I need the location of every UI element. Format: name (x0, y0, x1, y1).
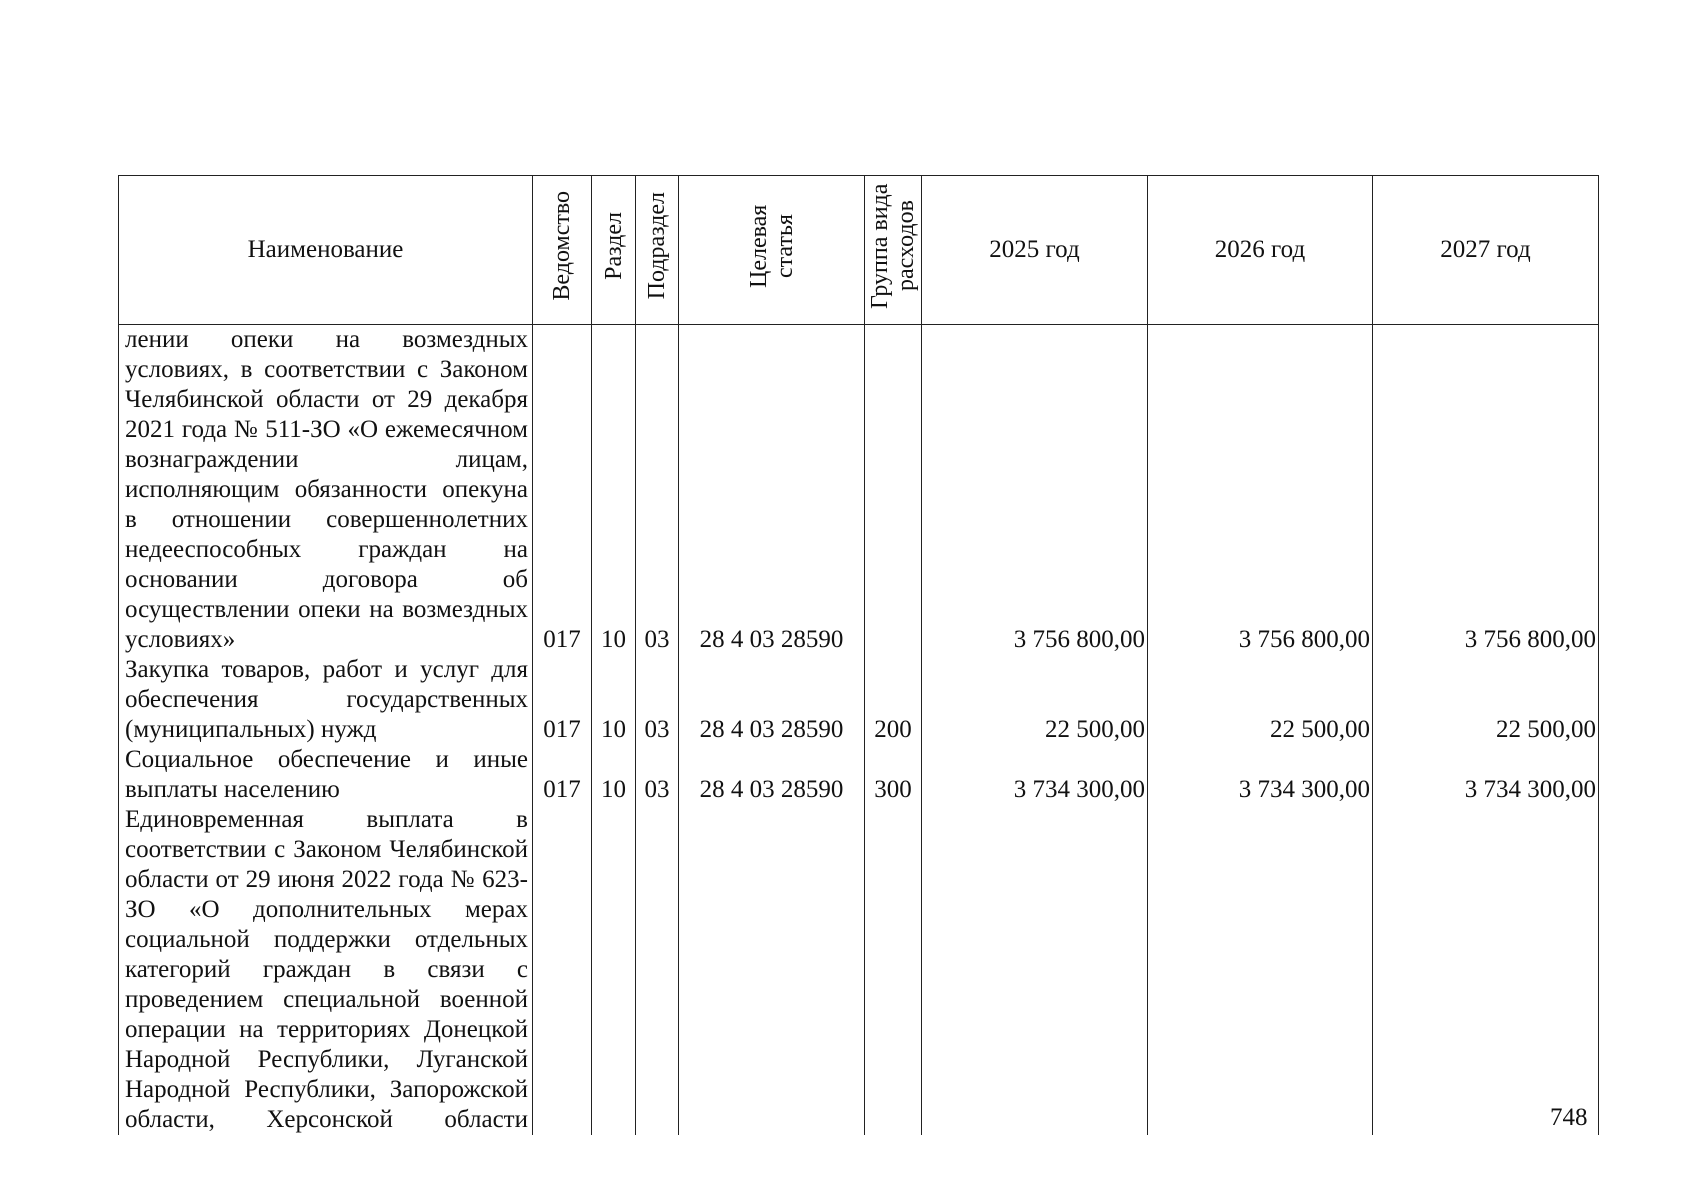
row-podrazdel: 03 (636, 655, 679, 745)
row-vedomstvo: 017 (533, 325, 592, 656)
row-name: Единовременная выплата в соответствии с Законом Челябинской области от 29 июня 2022 года № 623-ЗО «О дополнительных мерах социальной поддержки отдельных категорий граждан в связи с проведением специальной военной операции на территориях Донецкой Народной Республики, Луганской Народной Республики, Запорожской области, Херсонской области (119, 805, 533, 1135)
page-number: 748 (1550, 1104, 1588, 1131)
row-razdel: 10 (592, 745, 636, 805)
header-gruppa-vida-raskhodov: Группа вида расходов (865, 176, 922, 325)
header-podrazdel: Подраздел (636, 176, 679, 325)
row-podrazdel: 03 (636, 325, 679, 656)
row-2025: 22 500,00 (922, 655, 1148, 745)
row-celevaya-statya (679, 805, 865, 1135)
table-row (119, 745, 1599, 805)
header-vedomstvo: Ведомство (533, 176, 592, 325)
budget-table (118, 175, 1599, 1135)
row-gruppa (865, 325, 922, 656)
row-2027: 3 734 300,00 (1373, 745, 1599, 805)
row-vedomstvo: 017 (533, 745, 592, 805)
row-name: Социальное обеспечение и иные выплаты населению (119, 745, 533, 805)
row-2027: 22 500,00 (1373, 655, 1599, 745)
row-celevaya-statya: 28 4 03 28590 (679, 325, 865, 656)
row-razdel: 10 (592, 325, 636, 656)
header-2025: 2025 год (922, 176, 1148, 325)
row-podrazdel (636, 805, 679, 1135)
row-celevaya-statya: 28 4 03 28590 (679, 655, 865, 745)
row-gruppa (865, 805, 922, 1135)
row-gruppa: 200 (865, 655, 922, 745)
header-2027: 2027 год (1373, 176, 1599, 325)
row-2025: 3 734 300,00 (922, 745, 1148, 805)
table-row (119, 805, 1599, 1135)
row-vedomstvo: 017 (533, 655, 592, 745)
row-2025 (922, 805, 1148, 1135)
row-2025: 3 756 800,00 (922, 325, 1148, 656)
row-2026 (1148, 805, 1373, 1135)
row-2027 (1373, 805, 1599, 1135)
row-2027: 3 756 800,00 (1373, 325, 1599, 656)
row-2026: 22 500,00 (1148, 655, 1373, 745)
row-vedomstvo (533, 805, 592, 1135)
header-celevaya-statya: Целевая статья (679, 176, 865, 325)
table-row (119, 325, 1599, 656)
row-razdel (592, 805, 636, 1135)
row-name: Закупка товаров, работ и услуг для обеспечения государственных (муниципальных) нужд (119, 655, 533, 745)
row-razdel: 10 (592, 655, 636, 745)
table-header-row (119, 176, 1599, 325)
row-gruppa: 300 (865, 745, 922, 805)
header-2026: 2026 год (1148, 176, 1373, 325)
row-2026: 3 734 300,00 (1148, 745, 1373, 805)
row-2026: 3 756 800,00 (1148, 325, 1373, 656)
header-name: Наименование (119, 176, 533, 325)
row-name: лении опеки на возмездных условиях, в соответствии с Законом Челябинской области от 29 декабря 2021 года № 511-ЗО «О ежемесячном вознаграждении лицам, исполняющим обязанности опекуна в отношении совершеннолетних недееспособных граждан на основании договора об осуществлении опеки на возмездных условиях» (119, 325, 533, 656)
table-row (119, 655, 1599, 745)
row-celevaya-statya: 28 4 03 28590 (679, 745, 865, 805)
row-podrazdel: 03 (636, 745, 679, 805)
header-razdel: Раздел (592, 176, 636, 325)
